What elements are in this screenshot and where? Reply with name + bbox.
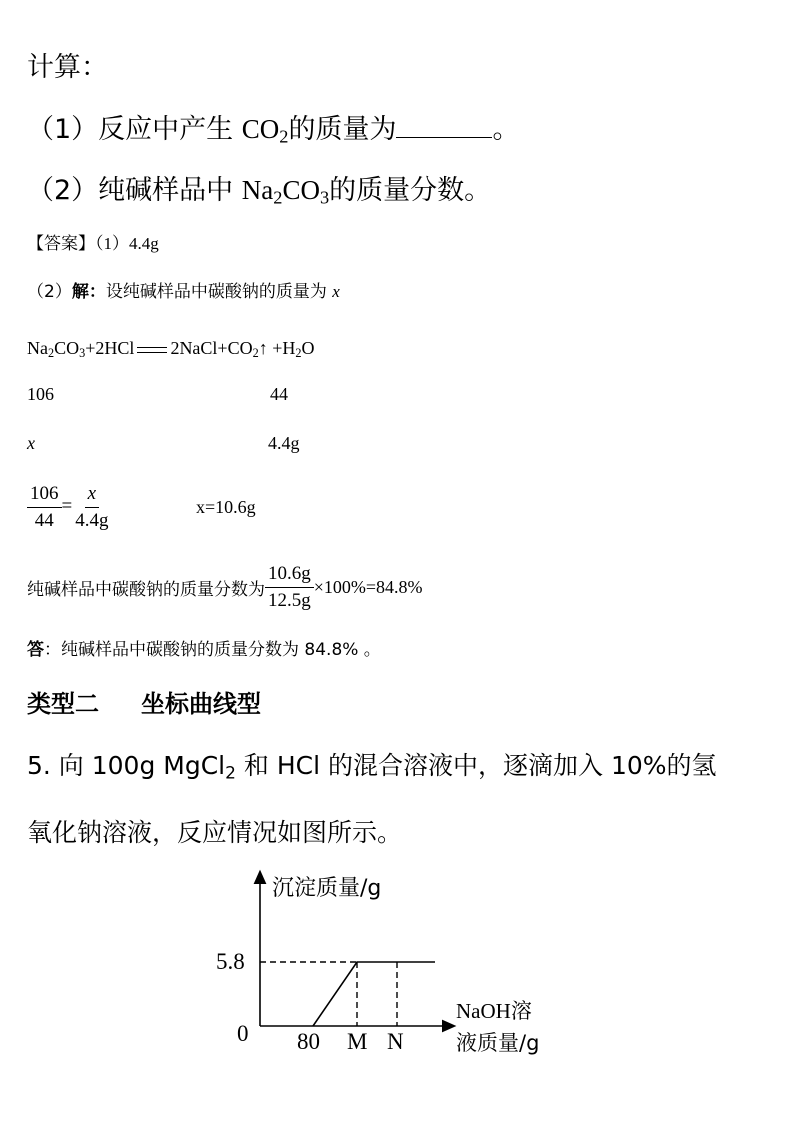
q1-formula-main: CO <box>241 114 280 144</box>
origin-label: 0 <box>237 1021 249 1046</box>
proportion <box>27 483 111 532</box>
fraction-left <box>27 483 62 532</box>
mass-fraction-num: 10.6g <box>265 563 314 588</box>
solution-label: 解： <box>71 282 106 302</box>
ratio-row2-right: 4.4g <box>268 433 300 453</box>
answer-line <box>27 229 159 254</box>
q2-s1: 2 <box>273 187 283 208</box>
solution-text: 设纯碱样品中碳酸钠的质量为 <box>105 282 333 302</box>
problem5-line1-sub: 2 <box>225 763 236 784</box>
solution-var: x <box>332 282 340 301</box>
final-text: ：纯碱样品中碳酸钠的质量分数为 84.8% 。 <box>44 640 381 660</box>
mass-fraction-den: 12.5g <box>268 589 311 611</box>
fraction-left-den: 44 <box>34 509 54 531</box>
final-label: 答 <box>27 640 44 660</box>
proportion-eq: = <box>61 495 73 517</box>
problem5-line1-a: 5. 向 100g MgCl <box>27 751 226 780</box>
ratio-row1-right: 44 <box>270 384 288 404</box>
mass-fraction-line <box>27 563 423 612</box>
x-axis-label-line1: NaOH溶 <box>456 999 532 1023</box>
eq-rhs2-sub: 2 <box>295 346 302 361</box>
chemical-equation <box>27 338 315 359</box>
q1-end: 。 <box>492 114 520 145</box>
equals-sign <box>137 347 167 353</box>
q2-s2: 3 <box>319 187 330 208</box>
precipitate-chart <box>200 862 590 1067</box>
y-tick-5-8: 5.8 <box>216 949 245 974</box>
ratio-row1-left: 106 <box>27 384 54 404</box>
solution-line <box>27 277 340 302</box>
answer-tag: 【答案】 <box>27 234 95 254</box>
problem5-line2: 氧化钠溶液，反应情况如图所示。 <box>27 818 403 847</box>
mass-fraction-text: 纯碱样品中碳酸钠的质量分数为 <box>27 579 265 600</box>
proportion-result: x=10.6g <box>196 497 256 517</box>
x-tick-n: N <box>387 1029 404 1054</box>
section-heading <box>27 684 261 719</box>
section-subtitle: 坐标曲线型 <box>141 690 261 718</box>
eq-rhs3: O <box>301 338 315 358</box>
x-axis-label-line2: 液质量/g <box>456 1031 540 1055</box>
eq-lhs1-sub: 2 <box>48 346 55 361</box>
fraction-left-num: 106 <box>27 483 62 508</box>
question-1 <box>27 107 519 146</box>
heading: 计算： <box>27 52 108 83</box>
solution-num: （2） <box>27 282 72 302</box>
eq-lhs2: CO <box>54 338 80 358</box>
mass-fraction <box>265 563 314 612</box>
eq-rhs1: 2NaCl+CO <box>170 338 253 358</box>
q1-prefix: （1）反应中产生 <box>27 114 242 145</box>
x-tick-80: 80 <box>297 1029 320 1054</box>
q2-f1: Na <box>241 175 274 205</box>
section-title: 类型二 <box>27 690 99 718</box>
problem5-line1-b: 和 HCl 的混合溶液中，逐滴加入 10%的氢 <box>235 751 717 780</box>
eq-lhs3: +2HCl <box>85 338 135 358</box>
eq-lhs2-sub: 3 <box>79 346 86 361</box>
series-line <box>313 962 435 1026</box>
eq-lhs1: Na <box>27 338 48 358</box>
q2-formula <box>241 175 330 208</box>
y-axis-label: 沉淀质量/g <box>272 876 382 901</box>
fraction-right-num: x <box>85 483 99 508</box>
q1-formula <box>241 114 289 147</box>
answer-part1: （1）4.4g <box>95 234 159 253</box>
fraction-right <box>72 483 111 532</box>
q2-suffix: 的质量分数。 <box>329 175 492 206</box>
mass-fraction-tail: ×100%=84.8% <box>313 576 423 597</box>
q1-suffix: 的质量为 <box>288 114 397 145</box>
q2-prefix: （2）纯碱样品中 <box>27 175 242 206</box>
q2-f2: CO <box>282 175 320 205</box>
question-2 <box>27 168 491 207</box>
final-answer <box>27 635 381 660</box>
fraction-right-den: 4.4g <box>75 509 109 531</box>
q1-formula-sub: 2 <box>279 126 289 147</box>
eq-rhs1-sub: 2 <box>252 346 259 361</box>
x-tick-m: M <box>347 1029 368 1054</box>
problem5-line1 <box>27 746 717 782</box>
eq-rhs2: ↑ +H <box>258 338 296 358</box>
ratio-row2-left: x <box>27 433 35 453</box>
answer-blank[interactable] <box>396 115 492 138</box>
